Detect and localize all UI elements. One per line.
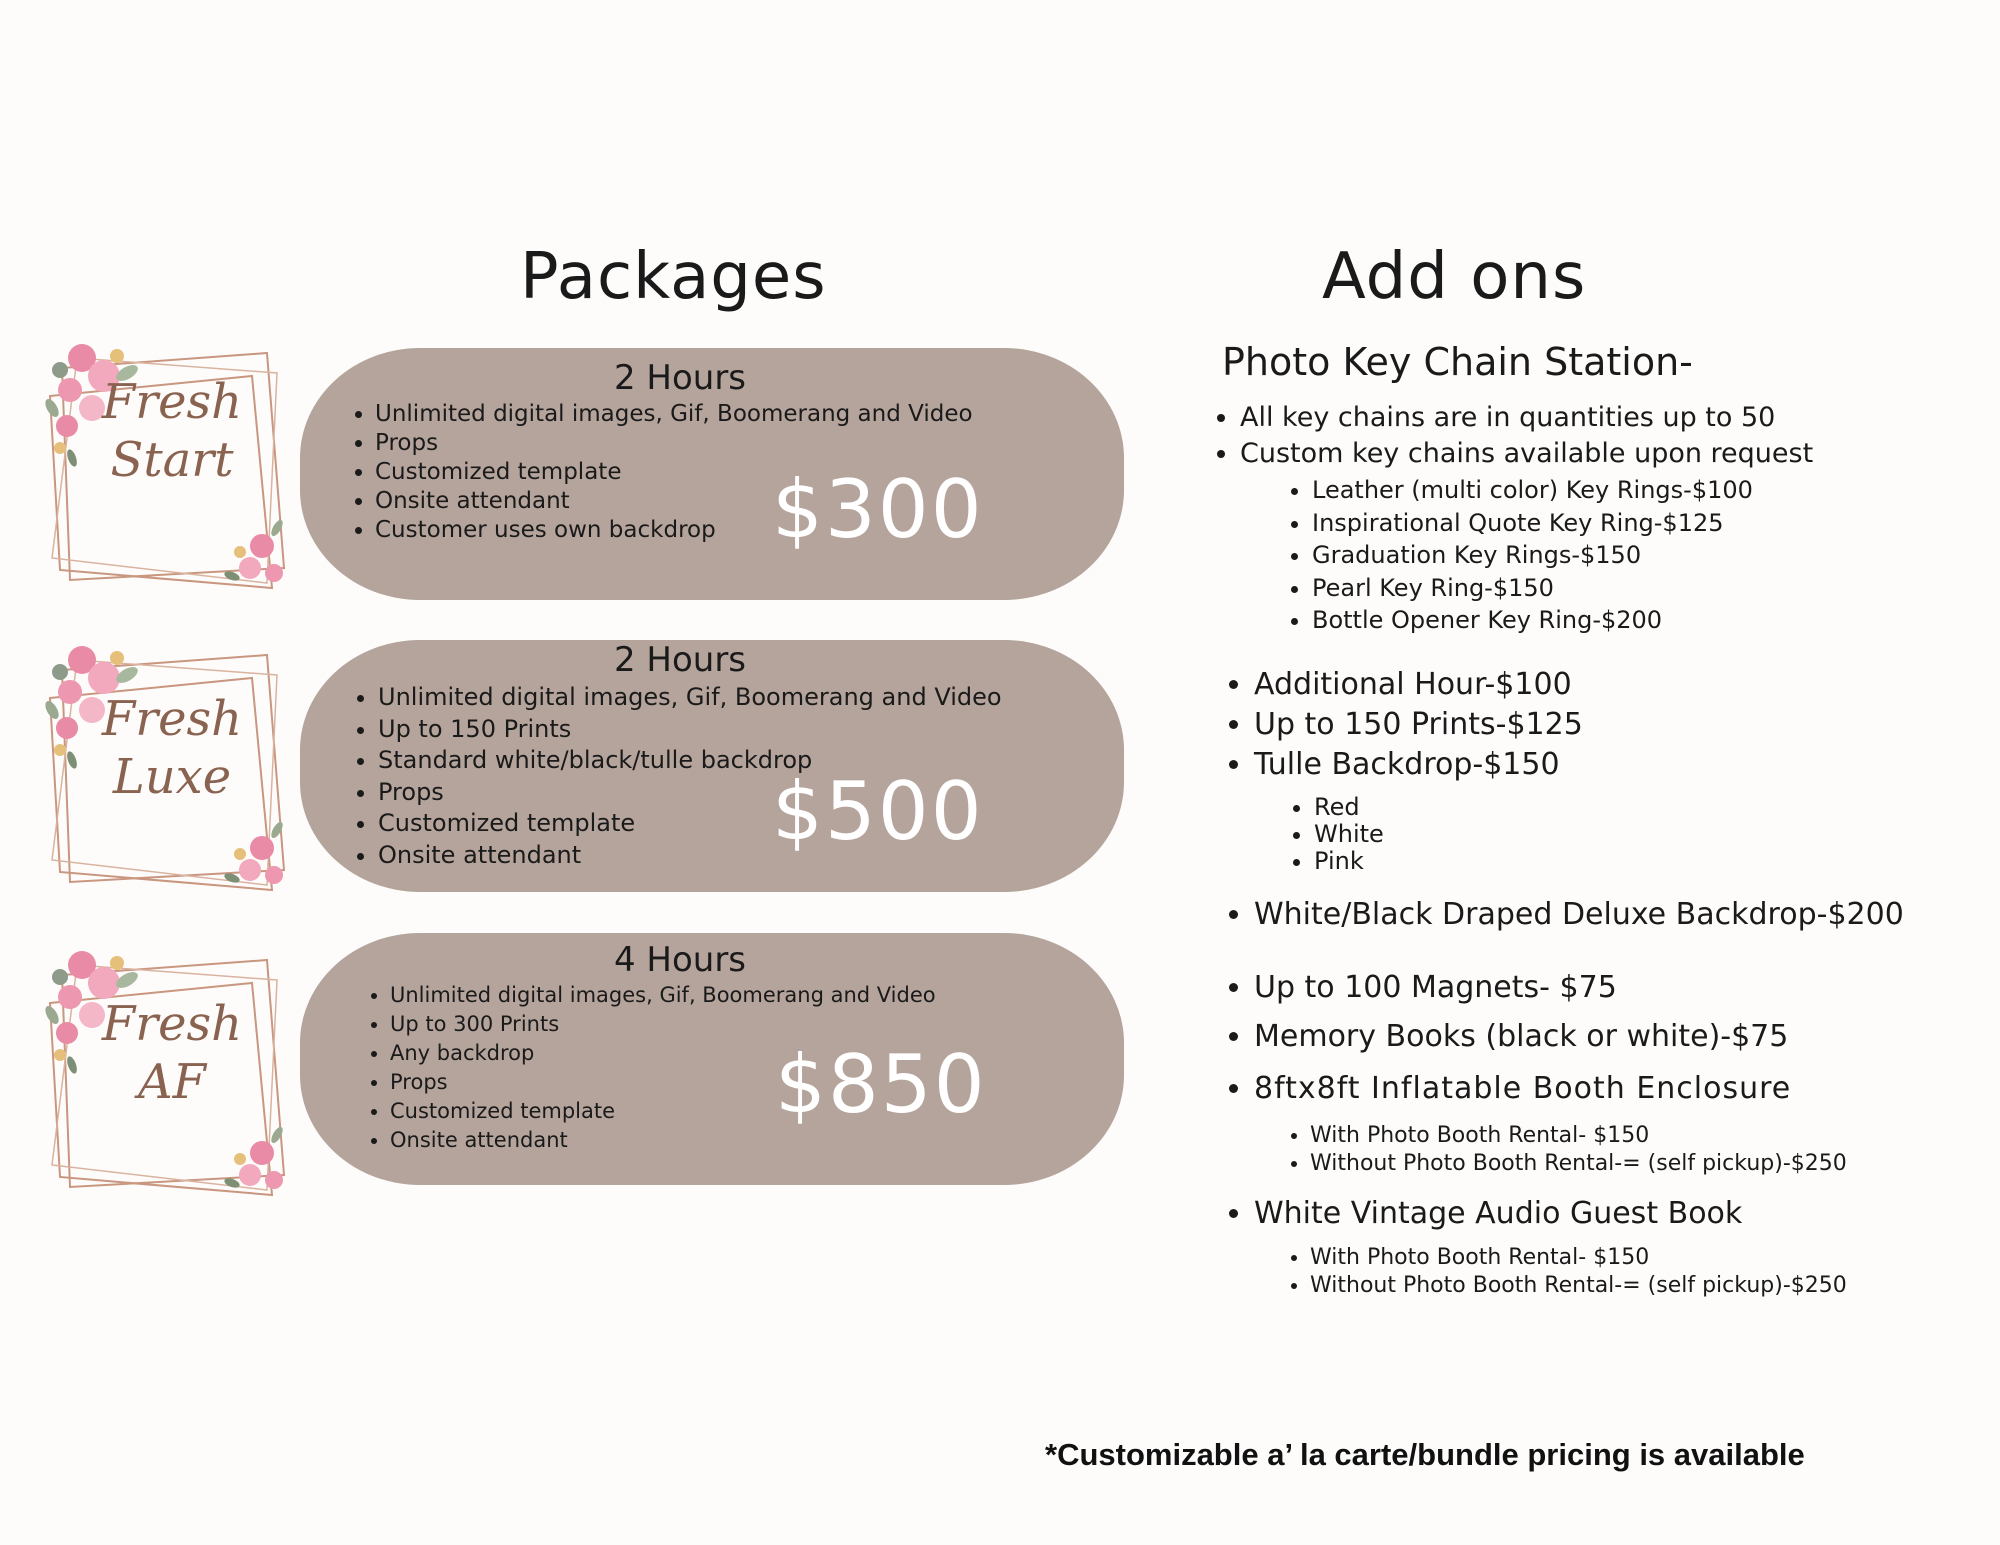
list-item: • Customized template — [390, 1097, 936, 1126]
list-item: • Customized template — [378, 808, 1002, 840]
list-item: • Up to 300 Prints — [390, 1010, 936, 1039]
fresh-start-logo — [22, 318, 282, 568]
list-item: • White/Black Draped Deluxe Backdrop-$200 — [1254, 895, 1904, 935]
list-item: • Any backdrop — [390, 1039, 936, 1068]
keychain-notes — [1240, 400, 1813, 472]
list-item: • Unlimited digital images, Gif, Boomerang and Video — [390, 981, 936, 1010]
tulle-colors — [1314, 794, 1384, 875]
package-hours: 2 Hours — [613, 358, 747, 398]
list-item: • Custom key chains available upon request — [1240, 436, 1813, 472]
logo-line-2: Luxe — [112, 749, 232, 805]
logo-line-1: Fresh — [101, 691, 243, 747]
logo-line-1: Fresh — [101, 996, 243, 1052]
package-card-fresh-start — [300, 348, 1124, 600]
list-item: • Props — [378, 777, 1002, 809]
logo-line-2: Start — [110, 432, 234, 488]
list-item: • Tulle Backdrop-$150 — [1254, 745, 1583, 785]
guestbook-options — [1310, 1244, 1847, 1300]
list-item: • Up to 150 Prints-$125 — [1254, 705, 1583, 745]
enclosure-options — [1310, 1122, 1847, 1178]
addon-items-b — [1254, 963, 1788, 1061]
list-item: • White Vintage Audio Guest Book — [1254, 1194, 1742, 1234]
fresh-af-logo — [22, 925, 282, 1175]
list-item: • Props — [390, 1068, 936, 1097]
addon-items-a — [1254, 665, 1583, 785]
addon-guestbook — [1254, 1194, 1742, 1234]
list-item: • Pink — [1314, 848, 1384, 875]
addon-enclosure — [1254, 1069, 1791, 1109]
addons-section — [1200, 0, 1980, 1545]
addon-draped — [1254, 895, 1904, 935]
list-item: • Bottle Opener Key Ring-$200 — [1312, 604, 1753, 637]
list-item: • Up to 150 Prints — [378, 714, 1002, 746]
list-item: • 8ftx8ft Inflatable Booth Enclosure — [1254, 1069, 1791, 1109]
list-item: • Red — [1314, 794, 1384, 821]
list-item: • Graduation Key Rings-$150 — [1312, 539, 1753, 572]
list-item: • Customer uses own backdrop — [375, 516, 973, 545]
package-hours: 2 Hours — [613, 640, 747, 680]
list-item: • Inspirational Quote Key Ring-$125 — [1312, 507, 1753, 540]
list-item: • Additional Hour-$100 — [1254, 665, 1583, 705]
list-item: • Pearl Key Ring-$150 — [1312, 572, 1753, 605]
list-item: • White — [1314, 821, 1384, 848]
list-item: • Onsite attendant — [378, 840, 1002, 872]
pricing-footnote: *Customizable a’ la carte/bundle pricing is available — [1045, 1437, 1805, 1472]
package-price: $500 — [772, 765, 984, 858]
package-price: $850 — [775, 1038, 987, 1131]
list-item: • Standard white/black/tulle backdrop — [378, 745, 1002, 777]
list-item: • Without Photo Booth Rental-= (self pickup)-$250 — [1310, 1272, 1847, 1300]
list-item: • With Photo Booth Rental- $150 — [1310, 1244, 1847, 1272]
package-card-fresh-luxe — [300, 640, 1124, 892]
list-item: • Unlimited digital images, Gif, Boomerang and Video — [375, 400, 973, 429]
list-item: • Unlimited digital images, Gif, Boomerang and Video — [378, 682, 1002, 714]
addons-title: Add ons — [1322, 240, 1587, 314]
list-item: • Onsite attendant — [390, 1126, 936, 1155]
package-price: $300 — [772, 463, 984, 556]
list-item: • All key chains are in quantities up to 50 — [1240, 400, 1813, 436]
list-item: • Onsite attendant — [375, 487, 973, 516]
list-item: • Without Photo Booth Rental-= (self pickup)-$250 — [1310, 1150, 1847, 1178]
package-card-fresh-af — [300, 933, 1124, 1185]
package-hours: 4 Hours — [613, 940, 747, 980]
keychain-options — [1312, 474, 1753, 637]
fresh-luxe-logo — [22, 620, 282, 870]
logo-line-1: Fresh — [101, 374, 243, 430]
logo-line-2: AF — [138, 1054, 206, 1110]
list-item: • Customized template — [375, 458, 973, 487]
list-item: • Up to 100 Magnets- $75 — [1254, 963, 1788, 1012]
list-item: • Props — [375, 429, 973, 458]
packages-title: Packages — [520, 240, 827, 314]
list-item: • Leather (multi color) Key Rings-$100 — [1312, 474, 1753, 507]
keychain-station-title: Photo Key Chain Station- — [1222, 340, 1693, 384]
list-item: • With Photo Booth Rental- $150 — [1310, 1122, 1847, 1150]
list-item: • Memory Books (black or white)-$75 — [1254, 1012, 1788, 1061]
